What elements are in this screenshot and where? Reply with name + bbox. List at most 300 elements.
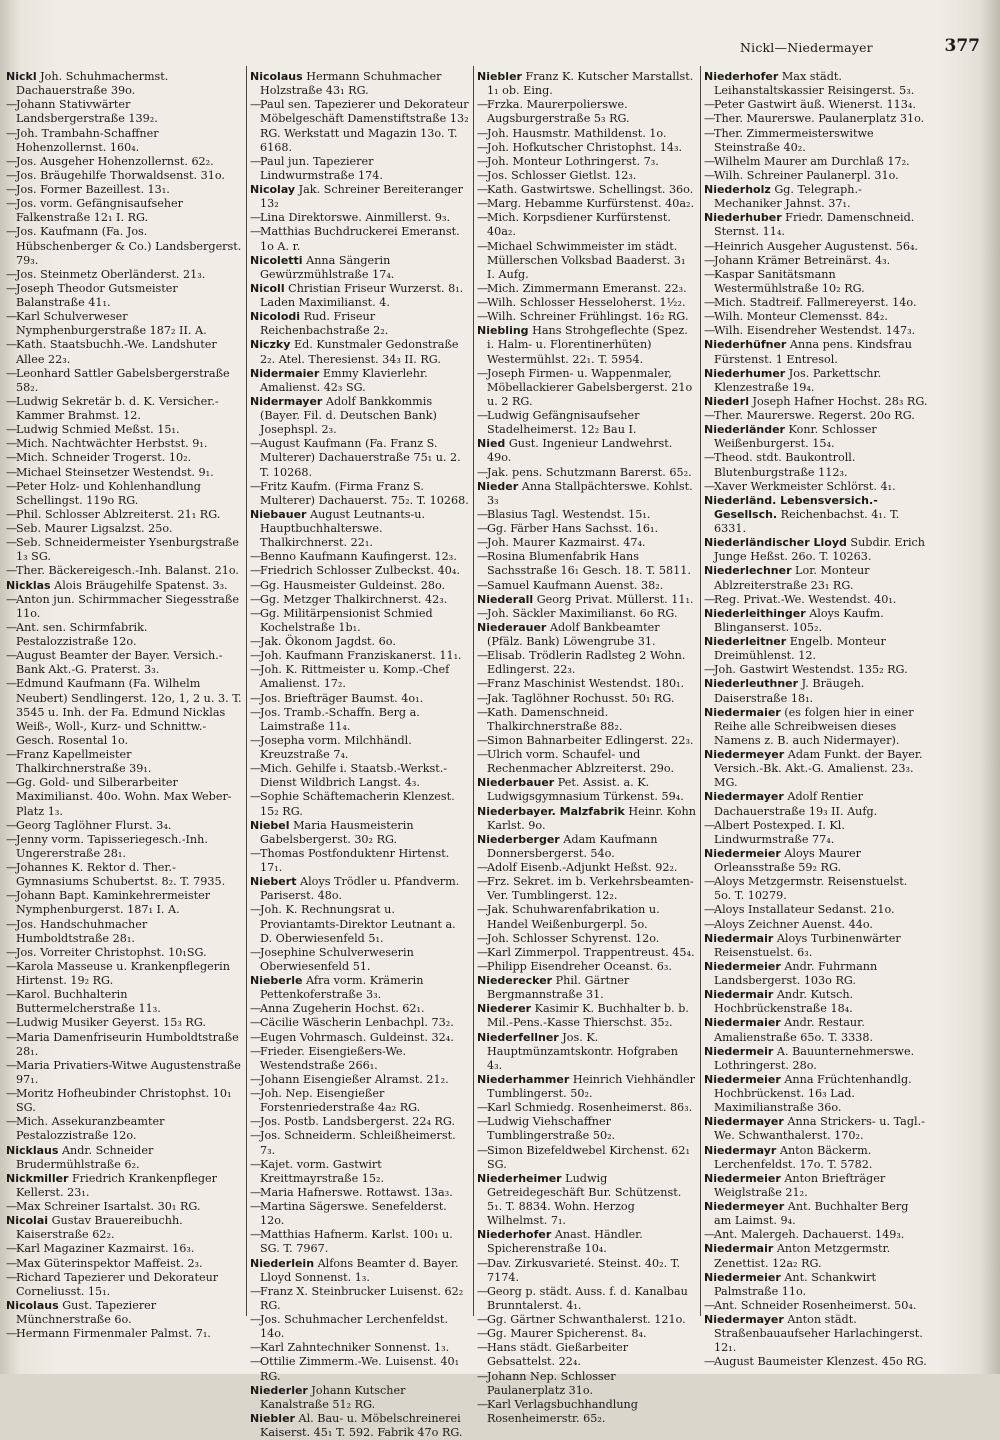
- directory-entry: [250, 692, 469, 706]
- directory-entry: [6, 268, 242, 282]
- directory-entry: [704, 1299, 928, 1313]
- entry-text: Gg. Metzger Thalkirchnerst. 42₃.: [260, 592, 448, 606]
- entry-text: Ant. sen. Schirmfabrik. Pestalozzistraße 12o.: [16, 620, 148, 648]
- entry-text: Afra vorm. Krämerin Pettenkoferstraße 3₃.: [260, 974, 424, 1002]
- entry-text: Jos. Postb. Landsbergerst. 22₄ RG.: [260, 1115, 456, 1129]
- entry-text: August Leutnants-u. Hauptbuchhalterswe. Thalkirchnerst. 22₁.: [260, 507, 426, 550]
- directory-entry: [477, 1370, 696, 1398]
- entry-text: Seb. Schneidermeister Ysenburgstraße 1₃ SG.: [16, 536, 239, 564]
- repeat-dash: —: [6, 776, 18, 790]
- entry-text: Joh. Kaufmann Franziskanerst. 11₁.: [260, 649, 462, 663]
- entry-text: Sophie Schäftemacherin Klenzest. 15₂ RG.: [260, 790, 455, 818]
- entry-text: Ludwig Sekretär b. d. K. Versicher.-Kammer Brahmst. 12.: [16, 394, 219, 422]
- directory-entry: [6, 155, 242, 169]
- entry-text: Johann Kutscher Kanalstraße 51₂ RG.: [260, 1383, 406, 1411]
- entry-text: Joh. Nep. Eisengießer Forstenriederstraße 4a₂ RG.: [260, 1087, 421, 1115]
- directory-entry: [250, 367, 469, 395]
- repeat-dash: —: [6, 988, 18, 1002]
- entry-text: Gg. Maurer Spicherenst. 8₄.: [487, 1327, 647, 1341]
- entry-surname: Niederländer: [704, 423, 785, 437]
- repeat-dash: —: [477, 733, 489, 747]
- directory-entry: [477, 127, 696, 141]
- entry-text: Paul jun. Tapezierer Lindwurmstraße 174.: [260, 154, 383, 182]
- entry-text: Ludwig Gefängnisaufseher Stadelheimerst. 12₂ Bau I.: [487, 409, 640, 437]
- entry-surname: Nidermayer: [250, 394, 323, 408]
- directory-entry: [477, 508, 696, 522]
- entry-text: Ant. Schankwirt Palmstraße 11o.: [714, 1270, 877, 1298]
- repeat-dash: —: [477, 197, 489, 211]
- directory-entry: [704, 819, 928, 847]
- entry-text: Friedrich Krankenpfleger Kellerst. 23₁.: [16, 1171, 218, 1199]
- entry-text: Jos. vorm. Gefängnisaufseher Falkenstraße 12₁ I. RG.: [16, 197, 184, 225]
- directory-entry: [704, 451, 928, 479]
- entry-text: Hermann Firmenmaler Palmst. 7₁.: [16, 1327, 211, 1341]
- directory-entry: [250, 211, 469, 225]
- repeat-dash: —: [6, 959, 18, 973]
- directory-entry: [477, 367, 696, 409]
- repeat-dash: —: [477, 1341, 489, 1355]
- entry-text: Joh. K. Rittmeister u. Komp.-Chef Amalienst. 17₂.: [260, 663, 450, 691]
- repeat-dash: —: [6, 479, 18, 493]
- directory-entry: [704, 1271, 928, 1299]
- directory-entry: [477, 1172, 696, 1229]
- repeat-dash: —: [704, 1228, 716, 1242]
- repeat-dash: —: [704, 267, 716, 281]
- entry-text: Joh. Maurer Kazmairst. 47₄.: [487, 536, 646, 550]
- repeat-dash: —: [477, 1284, 489, 1298]
- repeat-dash: —: [6, 889, 18, 903]
- column-rule: [246, 66, 247, 1316]
- repeat-dash: —: [6, 677, 18, 691]
- repeat-dash: —: [6, 225, 18, 239]
- directory-entry: [6, 536, 242, 564]
- entry-text: Theod. stdt. Baukontroll. Blutenburgstraße 112₃.: [714, 451, 856, 479]
- directory-entry: [6, 98, 242, 126]
- directory-entry: [250, 593, 469, 607]
- directory-entry: [704, 296, 928, 310]
- repeat-dash: —: [6, 861, 18, 874]
- entry-surname: Niederlechner: [704, 564, 792, 578]
- repeat-dash: —: [704, 324, 716, 338]
- repeat-dash: —: [250, 479, 262, 493]
- directory-entry: [704, 338, 928, 366]
- repeat-dash: —: [704, 154, 716, 168]
- directory-entry: [250, 1412, 469, 1440]
- entry-text: Georg Privat. Müllerst. 11₁.: [533, 592, 694, 606]
- entry-surname: Niedermeir: [704, 1044, 774, 1058]
- entry-text: Maria Privatiers-Witwe Augustenstraße 97₁.: [16, 1058, 241, 1086]
- repeat-dash: —: [6, 126, 18, 140]
- entry-surname: Niederhumer: [704, 366, 786, 380]
- repeat-dash: —: [6, 818, 18, 832]
- entry-text: Max Güterinspektor Maffeist. 2₃.: [16, 1256, 203, 1270]
- entry-surname: Nicolaus: [250, 70, 303, 83]
- entry-text: Frzka. Maurerpolierswe. Augsburgerstraße 5₃ RG.: [487, 98, 630, 126]
- repeat-dash: —: [477, 465, 489, 479]
- entry-text: Matthias Buchdruckerei Emeranst. 1o A. r.: [260, 225, 460, 253]
- directory-entry: [6, 748, 242, 776]
- directory-entry: [250, 183, 469, 211]
- entry-text: Jenny vorm. Tapisseriegesch.-Inh. Ungererstraße 28₁.: [16, 832, 208, 860]
- directory-entry: [250, 1002, 469, 1016]
- entry-text: Karl Schulverweser Nymphenburgerstraße 187₂ II. A.: [16, 310, 207, 338]
- entry-text: Wilh. Schreiner Frühlingst. 16₂ RG.: [487, 310, 689, 324]
- entry-surname: Niederhüfner: [704, 338, 787, 352]
- directory-entry: [477, 677, 696, 691]
- repeat-dash: —: [250, 606, 262, 620]
- entry-text: Paul sen. Tapezierer und Dekorateur Möbelgeschäft Damenstiftstraße 13₂ RG. Werkstatt und Magazin 13o. T. 6168.: [260, 98, 469, 154]
- directory-entry: [6, 861, 242, 889]
- directory-entry: [477, 903, 696, 931]
- directory-entry: [250, 508, 469, 550]
- entry-text: Joh. Hausmstr. Mathildenst. 1o.: [487, 126, 667, 140]
- entry-text: Kath. Staatsbuchh.-We. Landshuter Allee 22₃.: [16, 338, 217, 366]
- directory-entry: [477, 1115, 696, 1143]
- directory-entry: [704, 607, 928, 635]
- repeat-dash: —: [477, 507, 489, 521]
- directory-entry: [477, 437, 696, 465]
- repeat-dash: —: [250, 1030, 262, 1044]
- entry-text: Martina Sägerswe. Senefelderst. 12o.: [260, 1200, 447, 1228]
- repeat-dash: —: [6, 1016, 18, 1030]
- entry-text: Anna Strickers- u. Tagl.-We. Schwanthalerst. 170₂.: [714, 1115, 925, 1143]
- entry-text: Johannes K. Rektor d. Ther.-Gymnasiums Schubertst. 8₂. T. 7935.: [16, 861, 226, 889]
- repeat-dash: —: [704, 903, 716, 917]
- directory-entry: [250, 1341, 469, 1355]
- entry-text: Kaspar Sanitätsmann Westermühlstraße 10₂ RG.: [714, 267, 865, 295]
- repeat-dash: —: [250, 903, 262, 917]
- repeat-dash: —: [6, 1327, 18, 1341]
- entry-text: Dav. Zirkusvarieté. Steinst. 40₂. T. 7174.: [487, 1256, 681, 1284]
- repeat-dash: —: [477, 98, 489, 112]
- directory-entry: [250, 564, 469, 578]
- entry-surname: Niederall: [477, 592, 534, 606]
- entry-text: Mich. Gehilfe i. Staatsb.-Werkst.-Dienst Wildbrich Langst. 4₃.: [260, 762, 448, 790]
- directory-entry: [704, 254, 928, 268]
- entry-text: Jak. pens. Schutzmann Barerst. 65₂.: [487, 465, 692, 479]
- directory-entry: [477, 946, 696, 960]
- repeat-dash: —: [250, 705, 262, 719]
- repeat-dash: —: [6, 451, 18, 465]
- directory-entry: [6, 1031, 242, 1059]
- directory-entry: [704, 1115, 928, 1143]
- repeat-dash: —: [6, 1058, 18, 1072]
- entry-surname: Niederleuthner: [704, 677, 799, 691]
- directory-entry: [250, 706, 469, 734]
- entry-text: Andr. Restaur. Amalienstraße 65o. T. 3338.: [714, 1016, 874, 1044]
- directory-entry: [477, 211, 696, 239]
- directory-entry: [477, 734, 696, 748]
- entry-surname: Niebler: [477, 70, 522, 83]
- entry-surname: Niederecker: [477, 974, 553, 987]
- entry-surname: Nicklaus: [6, 1143, 59, 1157]
- entry-text: Joh. Säckler Maximilianst. 6o RG.: [487, 606, 678, 620]
- directory-entry: [6, 282, 242, 310]
- repeat-dash: —: [250, 1072, 262, 1086]
- directory-entry: [6, 127, 242, 155]
- entry-text: Aloys Kaufm. Blinganserst. 105₂.: [714, 606, 884, 634]
- entry-text: Ottilie Zimmerm.-We. Luisenst. 40₁ RG.: [260, 1355, 460, 1383]
- entry-text: Ant. Schneider Rosenheimerst. 50₄.: [714, 1298, 917, 1312]
- directory-entry: [250, 1200, 469, 1228]
- directory-entry: [477, 776, 696, 804]
- entry-text: Karl Magaziner Kazmairst. 16₃.: [16, 1242, 195, 1256]
- directory-entry: [250, 1073, 469, 1087]
- directory-entry: [477, 310, 696, 324]
- entry-text: (es folgen hier in einer Reihe alle Schreibweisen dieses Namens z. B. auch Nidermayer).: [714, 705, 914, 747]
- entry-text: Aloys Metzgermstr. Reisenstuelst. 5o. T. 10279.: [714, 875, 908, 903]
- directory-entry: [477, 932, 696, 946]
- entry-text: Anton Metzgermstr. Zenettist. 12a₂ RG.: [714, 1242, 891, 1270]
- entry-text: Phil. Gärtner Bergmannstraße 31.: [487, 974, 630, 1002]
- entry-surname: Niedermayer: [704, 790, 784, 804]
- entry-text: Jak. Schreiner Bereiteranger 13₂: [260, 183, 463, 211]
- directory-entry: [477, 70, 696, 98]
- directory-entry: [6, 70, 242, 98]
- repeat-dash: —: [704, 1355, 716, 1369]
- repeat-dash: —: [6, 1087, 18, 1100]
- entry-text: Engelb. Monteur Dreimühlenst. 12.: [714, 635, 886, 663]
- entry-text: Gg. Telegraph.-Mechaniker Jahnst. 37₁.: [714, 183, 862, 211]
- entry-text: Adolf Bankkommis (Bayer. Fil. d. Deutschen Bank) Josephspl. 2₃.: [260, 394, 437, 437]
- repeat-dash: —: [250, 1157, 262, 1171]
- entry-text: Rud. Friseur Reichenbachstraße 2₂.: [260, 310, 389, 338]
- directory-entry: [477, 875, 696, 903]
- entry-surname: Nicoll: [250, 281, 285, 295]
- entry-text: Simon Bahnarbeiter Edlingerst. 22₃.: [487, 733, 694, 747]
- directory-entry: [250, 1257, 469, 1285]
- entry-text: Hermann Schuhmacher Holzstraße 43₁ RG.: [260, 70, 442, 98]
- column-rule: [700, 66, 701, 1316]
- repeat-dash: —: [477, 606, 489, 620]
- directory-entry: [477, 141, 696, 155]
- entry-text: Andr. Fuhrmann Landsbergerst. 103o RG.: [714, 959, 878, 987]
- directory-entry: [477, 692, 696, 706]
- entry-surname: Niedermeier: [704, 1270, 781, 1284]
- running-header: [700, 36, 990, 60]
- entry-text: Andr. Schneider Brudermühlstraße 6₂.: [16, 1143, 154, 1171]
- repeat-dash: —: [250, 225, 262, 239]
- entry-surname: Niederhofer: [704, 70, 779, 83]
- entry-text: Wilh. Eisendreher Westendst. 147₃.: [714, 324, 916, 338]
- directory-entry: [477, 1073, 696, 1101]
- repeat-dash: —: [250, 1129, 262, 1143]
- repeat-dash: —: [477, 1101, 489, 1115]
- directory-entry: [477, 607, 696, 621]
- entry-surname: Niedermair: [704, 988, 774, 1002]
- entry-surname: Niederlein: [250, 1256, 315, 1270]
- directory-entry: [250, 155, 469, 183]
- repeat-dash: —: [477, 211, 489, 225]
- entry-surname: Nieder: [477, 479, 519, 493]
- entry-text: Mich. Schneider Trogerst. 10₂.: [16, 451, 192, 465]
- directory-entry: [477, 1144, 696, 1172]
- directory-entry: [477, 536, 696, 550]
- repeat-dash: —: [6, 310, 18, 324]
- repeat-dash: —: [704, 296, 716, 309]
- repeat-dash: —: [250, 1228, 262, 1242]
- repeat-dash: —: [477, 945, 489, 959]
- entry-text: Matthias Hafnerm. Karlst. 100₁ u. SG. T. 7967.: [260, 1228, 453, 1256]
- directory-entry: [477, 861, 696, 875]
- entry-text: Alfons Beamter d. Bayer. Lloyd Sonnenst. 1₃.: [260, 1256, 459, 1284]
- directory-entry: [704, 847, 928, 875]
- directory-entry: [250, 1129, 469, 1157]
- entry-text: Anna Stallpächterswe. Kohlst. 3₃: [487, 479, 693, 507]
- entry-text: Joh. K. Rechnungsrat u. Proviantamts-Direktor Leutnant a. D. Oberwiesenfeld 5₁.: [260, 903, 456, 945]
- repeat-dash: —: [477, 296, 489, 309]
- entry-text: Jak. Schuhwarenfabrikation u. Handel Weißenburgerpl. 5o.: [487, 903, 660, 931]
- entry-text: Albert Postexped. I. Kl. Lindwurmstraße 77₄.: [714, 818, 845, 846]
- repeat-dash: —: [250, 211, 262, 225]
- directory-entry: [6, 1172, 242, 1200]
- entry-text: Ludwig Getreidegeschäft Bur. Schützenst. 5₁. T. 8834. Wohn. Herzog Wilhelmst. 7₁.: [487, 1171, 682, 1228]
- entry-text: Wilh. Schreiner Paulanerpl. 31o.: [714, 168, 899, 182]
- directory-entry: [250, 790, 469, 818]
- entry-text: August Beamter der Bayer. Versich.-Bank Akt.-G. Praterst. 3₃.: [16, 649, 223, 677]
- entry-text: Gg. Gold- und Silberarbeiter Maximilianst. 40o. Wohn. Max Weber-Platz 1₃.: [16, 776, 232, 818]
- entry-surname: Niederhuber: [704, 211, 782, 225]
- repeat-dash: —: [6, 154, 18, 168]
- directory-entry: [704, 1073, 928, 1115]
- entry-surname: Niebel: [250, 818, 290, 832]
- repeat-dash: —: [704, 1298, 716, 1312]
- entry-text: Joh. Gastwirt Westendst. 135₂ RG.: [714, 663, 908, 677]
- repeat-dash: —: [6, 197, 18, 211]
- directory-entry: [250, 1031, 469, 1045]
- entry-text: Aloys Installateur Sedanst. 21o.: [714, 903, 895, 917]
- entry-text: Mich. Nachtwächter Herbstst. 9₁.: [16, 437, 208, 451]
- entry-text: Joh. Hofkutscher Christophst. 14₃.: [487, 140, 683, 154]
- directory-entry: [250, 946, 469, 974]
- entry-text: Kath. Damenschneid. Thalkirchnerstraße 88₂.: [487, 705, 623, 733]
- repeat-dash: —: [704, 917, 716, 931]
- repeat-dash: —: [6, 168, 18, 182]
- repeat-dash: —: [6, 465, 18, 479]
- entry-text: Benno Kaufmann Kaufingerst. 12₃.: [260, 550, 457, 564]
- repeat-dash: —: [250, 1115, 262, 1129]
- entry-text: Anna pens. Kindsfrau Fürstenst. 1 Entresol.: [714, 338, 912, 366]
- directory-entry: [6, 480, 242, 508]
- entry-surname: Niedermayer: [704, 1313, 784, 1326]
- repeat-dash: —: [250, 635, 262, 648]
- directory-entry: [250, 1087, 469, 1115]
- entry-text: Gg. Militärpensionist Schmied Kochelstraße 1b₁.: [260, 606, 433, 634]
- entry-surname: Niebert: [250, 875, 297, 889]
- entry-text: Karl Schmiedg. Rosenheimerst. 86₃.: [487, 1101, 693, 1115]
- entry-surname: Nicolay: [250, 183, 296, 196]
- column-2: [250, 70, 469, 1439]
- entry-text: Pet. Assist. a. K. Ludwigsgymnasium Türkenst. 59₄.: [487, 776, 684, 804]
- entry-text: Jak. Taglöhner Rochusst. 50₁ RG.: [487, 691, 675, 705]
- entry-surname: Niedermayr: [704, 1143, 777, 1157]
- entry-text: Lor. Monteur Ablzreiterstraße 23₁ RG.: [714, 564, 870, 592]
- directory-entry: [477, 550, 696, 578]
- entry-text: Wilhelm Maurer am Durchlaß 17₂.: [714, 154, 910, 168]
- entry-surname: Nieberle: [250, 974, 303, 987]
- directory-entry: [704, 127, 928, 155]
- entry-text: Simon Bizefeldwebel Kirchenst. 62₁ SG.: [487, 1143, 690, 1171]
- entry-text: Gust. Tapezierer Münchnerstraße 6o.: [16, 1298, 157, 1326]
- directory-entry: [250, 762, 469, 790]
- entry-text: Jos. Tramb.-Schaffn. Berg a. Laimstraße 11₄.: [260, 705, 420, 733]
- repeat-dash: —: [250, 1341, 262, 1355]
- entry-text: Seb. Maurer Ligsalzst. 25o.: [16, 522, 173, 535]
- repeat-dash: —: [477, 1313, 489, 1326]
- entry-text: Anast. Händler. Spicherenstraße 10₄.: [487, 1228, 643, 1256]
- directory-entry: [6, 1242, 242, 1256]
- entry-surname: Nicolaus: [6, 1298, 59, 1312]
- entry-text: Ludwig Schmied Meßst. 15₁.: [16, 423, 180, 437]
- repeat-dash: —: [6, 1256, 18, 1270]
- repeat-dash: —: [477, 1327, 489, 1341]
- directory-entry: [477, 296, 696, 310]
- entry-text: Joh. Monteur Lothringerst. 7₃.: [487, 154, 659, 168]
- directory-entry: [477, 1341, 696, 1369]
- directory-entry: [6, 1016, 242, 1030]
- directory-entry: [6, 1271, 242, 1299]
- entry-text: Elisab. Trödlerin Radlsteg 2 Wohn. Edlingerst. 22₃.: [487, 649, 686, 677]
- entry-text: Jos. Schneiderm. Schleißheimerst. 7₃.: [260, 1129, 456, 1157]
- entry-text: Ludwig Viehschaffner Tumblingerstraße 50₂.: [487, 1115, 616, 1143]
- entry-surname: Niederberger: [477, 832, 560, 846]
- entry-text: Heinr. Kohn Karlst. 9o.: [487, 804, 696, 832]
- directory-entry: [6, 1059, 242, 1087]
- entry-surname: Niebauer: [250, 507, 307, 521]
- repeat-dash: —: [6, 98, 18, 112]
- directory-entry: [250, 98, 469, 155]
- directory-entry: [477, 480, 696, 508]
- directory-entry: [250, 734, 469, 762]
- repeat-dash: —: [250, 1185, 262, 1199]
- entry-surname: Niczky: [250, 338, 291, 352]
- repeat-dash: —: [704, 818, 716, 832]
- directory-entry: [704, 903, 928, 917]
- repeat-dash: —: [250, 762, 262, 776]
- entry-text: Mich. Stadtreif. Fallmereyerst. 14o.: [714, 296, 917, 309]
- repeat-dash: —: [6, 507, 18, 521]
- repeat-dash: —: [477, 522, 489, 535]
- entry-text: Anna Früchtenhandlg. Hochbrückenst. 16₃ Lad. Maximilianstraße 36o.: [714, 1072, 912, 1115]
- entry-text: Aloys Zeichner Auenst. 44o.: [714, 917, 873, 931]
- repeat-dash: —: [250, 691, 262, 705]
- directory-entry: [250, 974, 469, 1002]
- directory-entry: [250, 649, 469, 663]
- directory-entry: [250, 1228, 469, 1256]
- repeat-dash: —: [477, 239, 489, 253]
- directory-entry: [6, 819, 242, 833]
- directory-entry: [704, 1200, 928, 1228]
- directory-entry: [704, 988, 928, 1016]
- entry-text: Adolf Rentier Dachauerstraße 19₃ II. Aufg.: [714, 790, 878, 818]
- directory-entry: [704, 1242, 928, 1270]
- entry-text: Frz. Sekret. im b. Verkehrsbeamten-Ver. Tumblingerst. 12₂.: [487, 875, 694, 903]
- repeat-dash: —: [250, 1355, 262, 1369]
- repeat-dash: —: [250, 1044, 262, 1058]
- repeat-dash: —: [250, 98, 262, 112]
- repeat-dash: —: [6, 1270, 18, 1284]
- directory-entry: [704, 663, 928, 677]
- entry-surname: Niederheimer: [477, 1171, 562, 1185]
- repeat-dash: —: [250, 1313, 262, 1326]
- directory-entry: [6, 1257, 242, 1271]
- entry-text: Anton jun. Schirmmacher Siegesstraße 11o.: [16, 592, 239, 620]
- directory-entry: [477, 960, 696, 974]
- directory-entry: [250, 1355, 469, 1383]
- repeat-dash: —: [6, 917, 18, 931]
- directory-entry: [477, 748, 696, 776]
- repeat-dash: —: [250, 1016, 262, 1030]
